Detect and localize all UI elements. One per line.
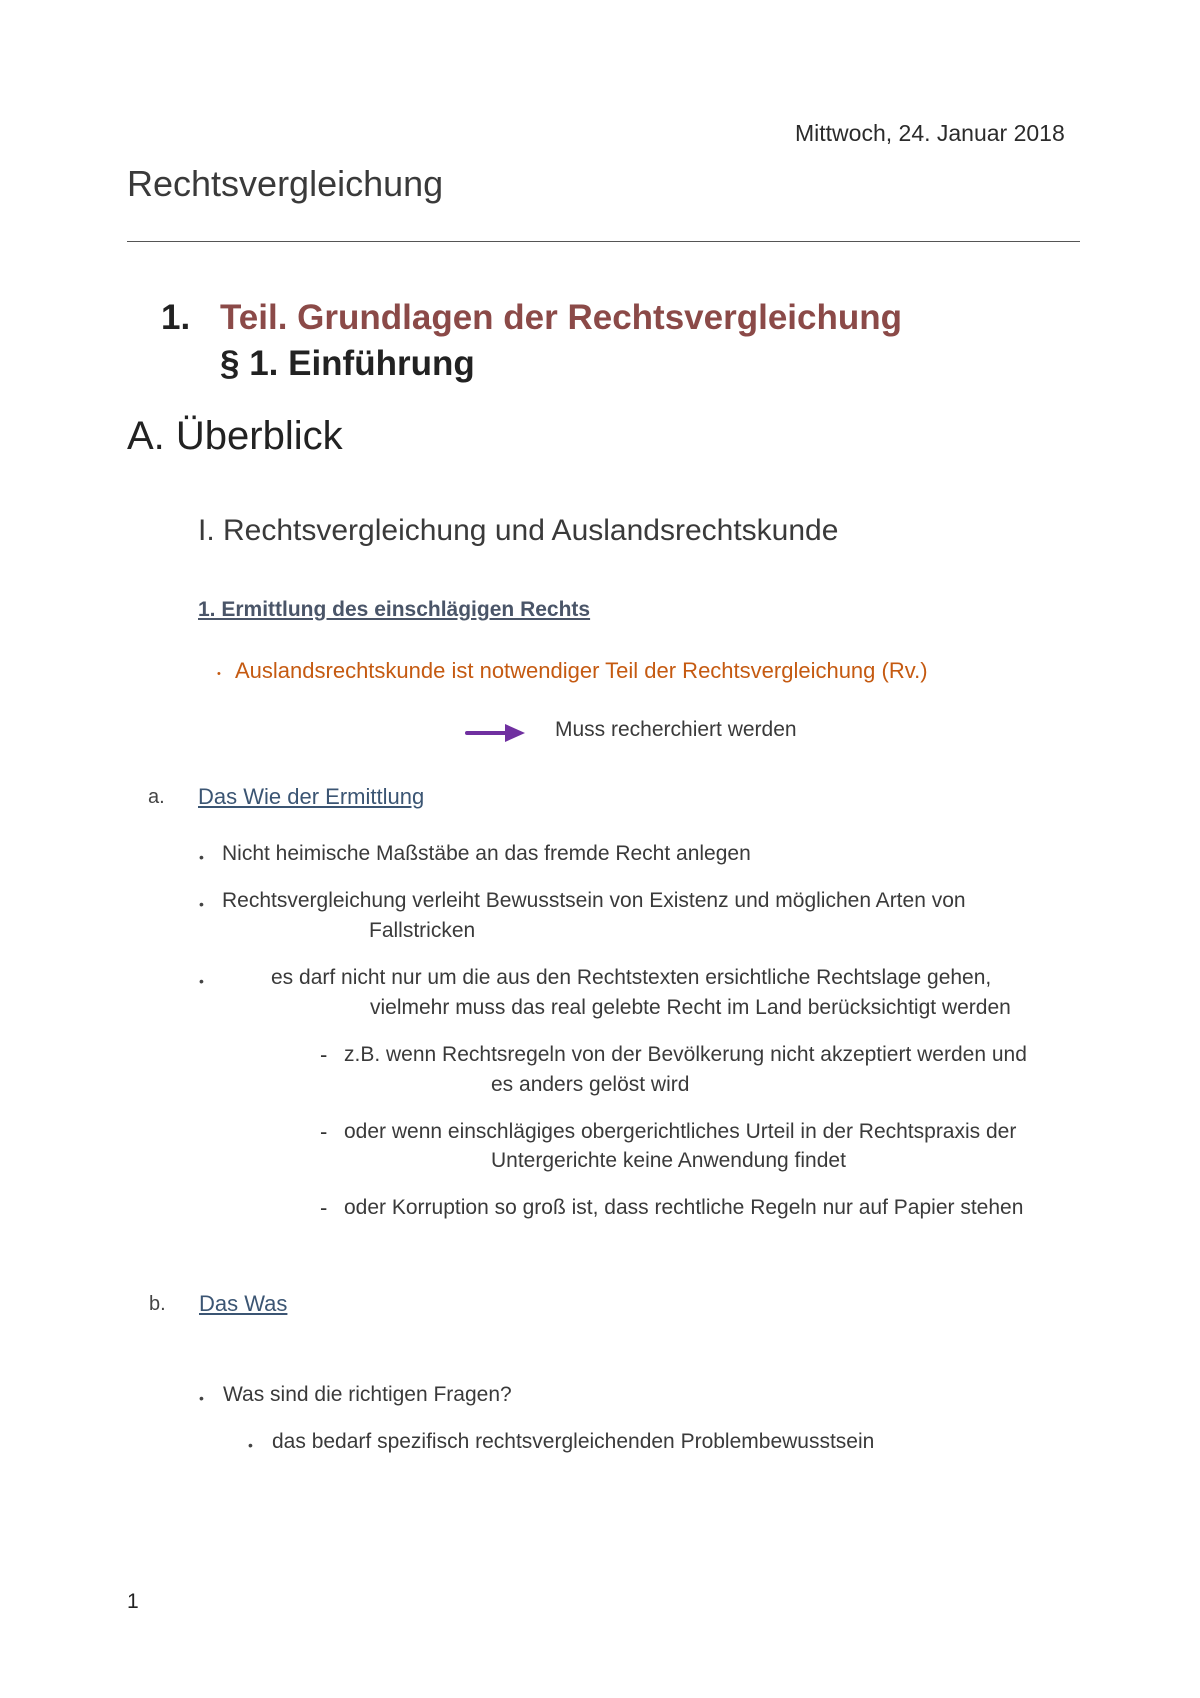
list-item-continuation: vielmehr muss das real gelebte Recht im Land berücksichtigt werden	[370, 996, 1011, 1019]
dash-marker: -	[320, 1119, 328, 1144]
document-title: Rechtsvergleichung	[127, 163, 444, 204]
bullet-marker: •	[248, 1437, 253, 1453]
section-a-marker: a.	[148, 786, 165, 808]
section-b-heading[interactable]: Das Was	[199, 1291, 288, 1316]
list-item: es darf nicht nur um die aus den Rechtstexten ersichtliche Rechtslage gehen,	[271, 966, 992, 989]
title-divider	[127, 241, 1080, 242]
right-arrow-icon	[465, 722, 527, 749]
chapter-heading: A. Überblick	[127, 414, 343, 458]
dash-marker: -	[320, 1042, 328, 1067]
arrow-note: Muss recherchiert werden	[555, 718, 797, 741]
sub-list-item: oder Korruption so groß ist, dass rechtliche Regeln nur auf Papier stehen	[344, 1196, 1024, 1219]
dash-marker: -	[320, 1195, 328, 1220]
list-item: das bedarf spezifisch rechtsvergleichenden Problembewusstsein	[272, 1430, 875, 1453]
page-number: 1	[127, 1590, 139, 1613]
section-a-heading[interactable]: Das Wie der Ermittlung	[198, 784, 425, 809]
section-b-marker: b.	[149, 1293, 166, 1315]
bullet-marker: •	[217, 668, 221, 680]
chapter-subheading: I. Rechtsvergleichung und Auslandsrechtskunde	[198, 514, 839, 547]
list-item: Nicht heimische Maßstäbe an das fremde Recht anlegen	[222, 842, 751, 865]
sub-list-item-continuation: Untergerichte keine Anwendung findet	[491, 1149, 846, 1172]
sub-list-item: z.B. wenn Rechtsregeln von der Bevölkerung nicht akzeptiert werden und	[344, 1043, 1027, 1066]
sub-list-item: oder wenn einschlägiges obergerichtliches Urteil in der Rechtspraxis der	[344, 1120, 1017, 1143]
part-number: 1.	[161, 298, 191, 337]
bullet-marker: •	[199, 1390, 204, 1406]
bullet-marker: •	[199, 849, 204, 865]
orange-point: Auslandsrechtskunde ist notwendiger Teil der Rechtsvergleichung (Rv.)	[235, 658, 928, 683]
topic-heading: 1. Ermittlung des einschlägigen Rechts	[198, 598, 591, 621]
section-title: § 1. Einführung	[220, 344, 475, 383]
part-title: Teil. Grundlagen der Rechtsvergleichung	[220, 298, 902, 337]
sub-list-item-continuation: es anders gelöst wird	[491, 1073, 690, 1096]
list-item-continuation: Fallstricken	[369, 919, 476, 942]
bullet-marker: •	[199, 973, 204, 989]
list-item: Was sind die richtigen Fragen?	[223, 1383, 512, 1406]
document-date: Mittwoch, 24. Januar 2018	[795, 120, 1065, 146]
bullet-marker: •	[199, 896, 204, 912]
list-item: Rechtsvergleichung verleiht Bewusstsein von Existenz und möglichen Arten von	[222, 889, 966, 912]
